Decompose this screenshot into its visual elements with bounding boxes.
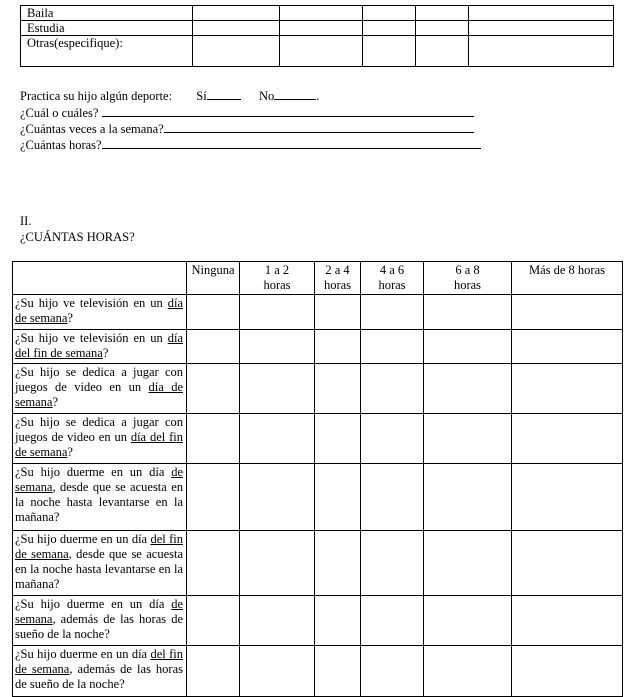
sport-yes-blank[interactable] (207, 87, 241, 100)
question-text-end: ? (67, 311, 73, 325)
section-title: ¿CUÁNTAS HORAS? (20, 230, 135, 244)
question-cell (13, 414, 187, 464)
activity-row (21, 36, 614, 67)
activity-answer-cell[interactable] (416, 6, 469, 21)
question-cell (13, 295, 187, 330)
hours-answer-cell[interactable] (361, 364, 424, 414)
hours-question-row (13, 414, 623, 464)
sport-times-blank[interactable] (164, 120, 474, 133)
sport-question: Practica su hijo algún deporte: (20, 89, 173, 103)
hours-answer-cell[interactable] (315, 464, 361, 531)
hours-answer-cell[interactable] (240, 464, 315, 531)
sport-which-label: ¿Cuál o cuáles? (20, 106, 99, 120)
hours-answer-cell[interactable] (187, 646, 240, 697)
question-text-start: ¿Su hijo se dedica a jugar con juegos de video en un (15, 365, 183, 394)
activity-answer-cell[interactable] (363, 21, 416, 36)
hours-table (12, 261, 623, 697)
question-cell (13, 464, 187, 531)
hours-answer-cell[interactable] (315, 596, 361, 646)
question-text-end: , desde que se acuesta en la noche hasta levantarse en la mañana? (15, 480, 183, 524)
question-text-end: ? (52, 395, 59, 409)
question-text-start: ¿Su hijo ve televisión en un (15, 296, 168, 310)
question-cell (13, 646, 187, 697)
header-ninguna: Ninguna (187, 262, 240, 295)
hours-question-row (13, 646, 623, 697)
hours-answer-cell[interactable] (315, 295, 361, 330)
hours-answer-cell[interactable] (187, 330, 240, 364)
sport-which-blank[interactable] (102, 104, 474, 117)
question-text-start: ¿Su hijo duerme en un día (15, 647, 151, 661)
header-mas-8-horas: Más de 8 horas (512, 262, 623, 295)
hours-answer-cell[interactable] (187, 364, 240, 414)
hours-answer-cell[interactable] (315, 364, 361, 414)
activity-label: Estudia (21, 21, 193, 36)
header-question-cell (13, 262, 187, 295)
hours-answer-cell[interactable] (512, 295, 623, 330)
sport-period: . (316, 89, 320, 103)
activity-answer-cell[interactable] (469, 36, 614, 67)
activity-answer-cell[interactable] (280, 21, 363, 36)
header-6-8-horas: 6 a 8 horas (424, 262, 512, 295)
sport-no-blank[interactable] (274, 87, 316, 100)
hours-answer-cell[interactable] (240, 364, 315, 414)
hours-answer-cell[interactable] (512, 364, 623, 414)
hours-question-row (13, 531, 623, 596)
hours-answer-cell[interactable] (424, 531, 512, 596)
question-text-end: ? (67, 445, 73, 459)
question-text-end: , desde que se acuesta en la noche hasta levantarse en la mañana? (15, 547, 184, 591)
hours-answer-cell[interactable] (512, 414, 623, 464)
sport-which-line (20, 104, 474, 120)
header-1-2-horas: 1 a 2 horas (240, 262, 315, 295)
hours-answer-cell[interactable] (424, 646, 512, 697)
question-cell (13, 364, 187, 414)
question-text-start: ¿Su hijo duerme en un día (15, 465, 172, 479)
activity-answer-cell[interactable] (280, 36, 363, 67)
question-text-emphasis: del fin de semana (15, 647, 183, 676)
activity-label: Baila (21, 6, 193, 21)
hours-header-row (13, 262, 623, 295)
question-text-emphasis: día de semana (15, 380, 183, 409)
activity-row (21, 21, 614, 36)
hours-question-row (13, 464, 623, 531)
hours-answer-cell[interactable] (187, 531, 240, 596)
activity-answer-cell[interactable] (469, 21, 614, 36)
hours-answer-cell[interactable] (315, 414, 361, 464)
question-text-start: ¿Su hijo se dedica a jugar con juegos de video en un (15, 415, 183, 444)
activity-answer-cell[interactable] (469, 6, 614, 21)
sport-hours-label: ¿Cuántas horas? (20, 138, 102, 152)
question-text-start: ¿Su hijo duerme en un día (15, 532, 151, 546)
activity-row (21, 6, 614, 21)
hours-answer-cell[interactable] (512, 531, 623, 596)
question-text-emphasis: de semana (15, 465, 183, 494)
hours-answer-cell[interactable] (424, 364, 512, 414)
hours-answer-cell[interactable] (315, 646, 361, 697)
question-cell (13, 531, 187, 596)
hours-answer-cell[interactable] (240, 414, 315, 464)
question-text-emphasis: de semana (15, 597, 183, 626)
question-text-end: , además de las horas de sueño de la noche? (15, 612, 183, 641)
sport-hours-blank[interactable] (102, 136, 481, 149)
hours-question-row (13, 330, 623, 364)
sport-hours-line (20, 136, 481, 152)
question-text-emphasis: día del fin de semana (15, 430, 183, 459)
hours-answer-cell[interactable] (512, 330, 623, 364)
hours-answer-cell[interactable] (361, 646, 424, 697)
hours-answer-cell[interactable] (424, 295, 512, 330)
hours-question-row (13, 596, 623, 646)
question-cell (13, 330, 187, 364)
hours-answer-cell[interactable] (361, 596, 424, 646)
hours-answer-cell[interactable] (187, 464, 240, 531)
hours-answer-cell[interactable] (240, 295, 315, 330)
hours-answer-cell[interactable] (424, 464, 512, 531)
activity-answer-cell[interactable] (193, 21, 280, 36)
question-text-end: ? (102, 346, 109, 360)
hours-answer-cell[interactable] (187, 596, 240, 646)
question-text-emphasis: día del fin de semana (15, 331, 183, 360)
hours-question-row (13, 364, 623, 414)
hours-question-row (13, 295, 623, 330)
hours-answer-cell[interactable] (240, 646, 315, 697)
header-2-4-horas: 2 a 4 horas (315, 262, 361, 295)
question-text-end: , además de las horas de sueño de la noche? (15, 662, 183, 691)
hours-answer-cell[interactable] (187, 414, 240, 464)
question-text-start: ¿Su hijo duerme en un día (15, 597, 172, 611)
hours-answer-cell[interactable] (424, 330, 512, 364)
activity-answer-cell[interactable] (363, 36, 416, 67)
hours-answer-cell[interactable] (240, 531, 315, 596)
hours-answer-cell[interactable] (315, 531, 361, 596)
header-4-6-horas: 4 a 6 horas (361, 262, 424, 295)
section-number: II. (20, 214, 32, 228)
hours-answer-cell[interactable] (361, 414, 424, 464)
hours-answer-cell[interactable] (424, 414, 512, 464)
activity-answer-cell[interactable] (416, 21, 469, 36)
hours-answer-cell[interactable] (512, 646, 623, 697)
activity-answer-cell[interactable] (416, 36, 469, 67)
hours-answer-cell[interactable] (240, 330, 315, 364)
activity-answer-cell[interactable] (363, 6, 416, 21)
hours-answer-cell[interactable] (240, 596, 315, 646)
question-text-emphasis: del fin de semana (15, 532, 183, 561)
hours-answer-cell[interactable] (424, 596, 512, 646)
sport-question-line (20, 87, 319, 103)
activity-answer-cell[interactable] (193, 6, 280, 21)
activity-answer-cell[interactable] (193, 36, 280, 67)
sport-times-label: ¿Cuántas veces a la semana? (20, 122, 164, 136)
hours-answer-cell[interactable] (512, 596, 623, 646)
activity-answer-cell[interactable] (280, 6, 363, 21)
hours-answer-cell[interactable] (361, 464, 424, 531)
hours-answer-cell[interactable] (315, 330, 361, 364)
hours-answer-cell[interactable] (361, 330, 424, 364)
hours-answer-cell[interactable] (512, 464, 623, 531)
question-text-emphasis: día de semana (15, 296, 183, 325)
question-text-start: ¿Su hijo ve televisión en un (15, 331, 168, 345)
activity-label: Otras(especifique): (21, 36, 193, 67)
hours-answer-cell[interactable] (361, 531, 424, 596)
activities-table (20, 5, 614, 67)
hours-answer-cell[interactable] (361, 295, 424, 330)
sport-yes-label: Sí (196, 89, 207, 103)
question-cell (13, 596, 187, 646)
hours-answer-cell[interactable] (187, 295, 240, 330)
sport-times-line (20, 120, 474, 136)
sport-no-label: No (258, 89, 275, 103)
